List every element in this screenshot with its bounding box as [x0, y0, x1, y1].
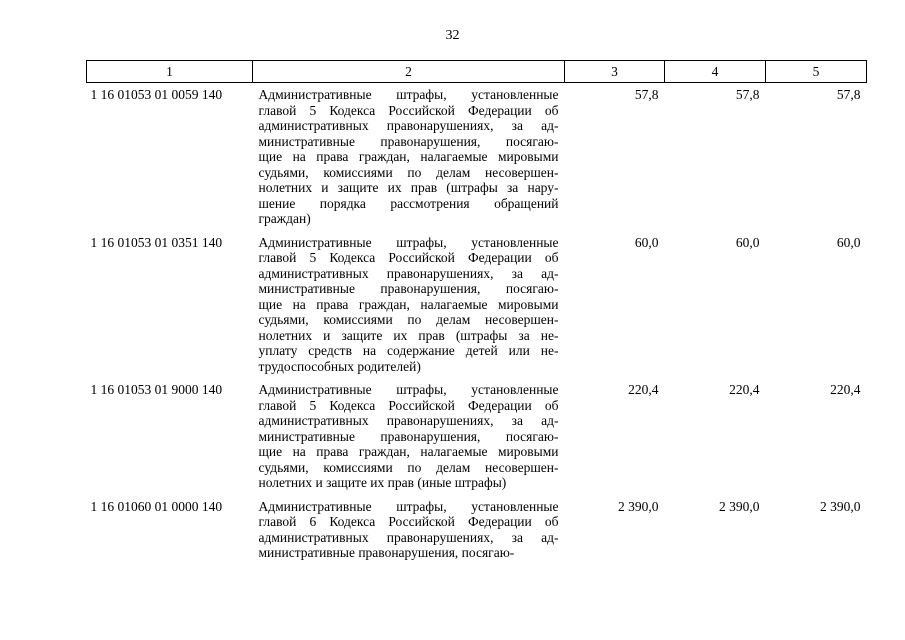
description-line: уплату средств на содержание детей или не-	[258, 343, 559, 358]
description-line: административных правонарушениях, за ад-	[258, 413, 559, 428]
amount-cell-4: 2 390,0	[719, 498, 760, 514]
description-line: министративные правонарушения, посягаю-	[258, 545, 515, 560]
description-line: трудоспособных родителей)	[258, 358, 421, 374]
amount-cell-3: 2 390,0	[618, 498, 659, 514]
table-row	[87, 83, 867, 231]
description-line: министративные правонарушения, посягаю-	[258, 428, 559, 444]
description-line: главой 6 Кодекса Российской Федерации об	[258, 514, 559, 529]
description-line: щие на права граждан, налагаемые мировыми	[258, 149, 559, 164]
description-line: нолетних и защите их прав (иные штрафы)	[258, 475, 507, 490]
amount-cell-4: 220,4	[729, 382, 760, 397]
budget-code-cell: 1 16 01053 01 0059 140	[90, 87, 223, 102]
column-header-5: 5	[766, 61, 867, 83]
amount-cell-5: 60,0	[836, 234, 861, 250]
budget-code-cell: 1 16 01053 01 9000 140	[90, 382, 223, 397]
budget-table	[86, 60, 867, 565]
description-line: административных правонарушениях, за ад-	[258, 118, 559, 133]
table-header-row	[87, 61, 867, 83]
description-line: судьями, комиссиями по делам несовершен-	[258, 459, 559, 475]
budget-code-cell: 1 16 01053 01 0351 140	[90, 234, 223, 250]
amount-cell-3: 60,0	[634, 234, 659, 250]
description-line: Административные штрафы, установленные	[258, 87, 559, 102]
budget-code-cell: 1 16 01060 01 0000 140	[90, 498, 223, 514]
description-line: административных правонарушениях, за ад-	[258, 529, 559, 545]
description-line: граждан)	[258, 211, 311, 226]
table-row	[87, 378, 867, 495]
description-line: министративные правонарушения, посягаю-	[258, 133, 559, 149]
description-line: Административные штрафы, установленные	[258, 498, 559, 514]
description-line: судьями, комиссиями по делам несовершен-	[258, 164, 559, 180]
description-line: главой 5 Кодекса Российской Федерации об	[258, 102, 559, 118]
column-header-1: 1	[87, 61, 253, 83]
column-header-3: 3	[565, 61, 665, 83]
description-cell	[253, 495, 565, 565]
table-body	[87, 83, 867, 565]
amount-cell-5: 2 390,0	[820, 498, 861, 514]
amount-cell-5: 220,4	[830, 382, 861, 397]
table-row	[87, 495, 867, 565]
description-cell	[253, 231, 565, 379]
description-line: нолетних и защите их прав (штрафы за нару-	[258, 180, 559, 195]
column-header-2: 2	[253, 61, 565, 83]
description-line: судьями, комиссиями по делам несовершен-	[258, 312, 559, 327]
description-line: главой 5 Кодекса Российской Федерации об	[258, 250, 559, 265]
description-cell	[253, 378, 565, 495]
description-line: щие на права граждан, налагаемые мировыми	[258, 296, 559, 312]
amount-cell-4: 60,0	[735, 234, 760, 250]
description-line: административных правонарушениях, за ад-	[258, 265, 559, 281]
amount-cell-3: 57,8	[634, 87, 659, 102]
amount-cell-4: 57,8	[735, 87, 760, 102]
description-line: щие на права граждан, налагаемые мировыми	[258, 444, 559, 459]
description-line: нолетних и защите их прав (штрафы за не-	[258, 327, 559, 343]
table-row	[87, 231, 867, 379]
description-line: Административные штрафы, установленные	[258, 382, 559, 397]
description-line: министративные правонарушения, посягаю-	[258, 281, 559, 296]
description-line: Административные штрафы, установленные	[258, 234, 559, 250]
description-line: главой 5 Кодекса Российской Федерации об	[258, 397, 559, 413]
page-number: 32	[445, 28, 460, 43]
column-header-4: 4	[665, 61, 766, 83]
amount-cell-3: 220,4	[628, 382, 659, 397]
table-header	[87, 61, 867, 83]
description-line: шение порядка рассмотрения обращений	[258, 195, 559, 211]
amount-cell-5: 57,8	[836, 87, 861, 102]
description-cell	[253, 83, 565, 231]
